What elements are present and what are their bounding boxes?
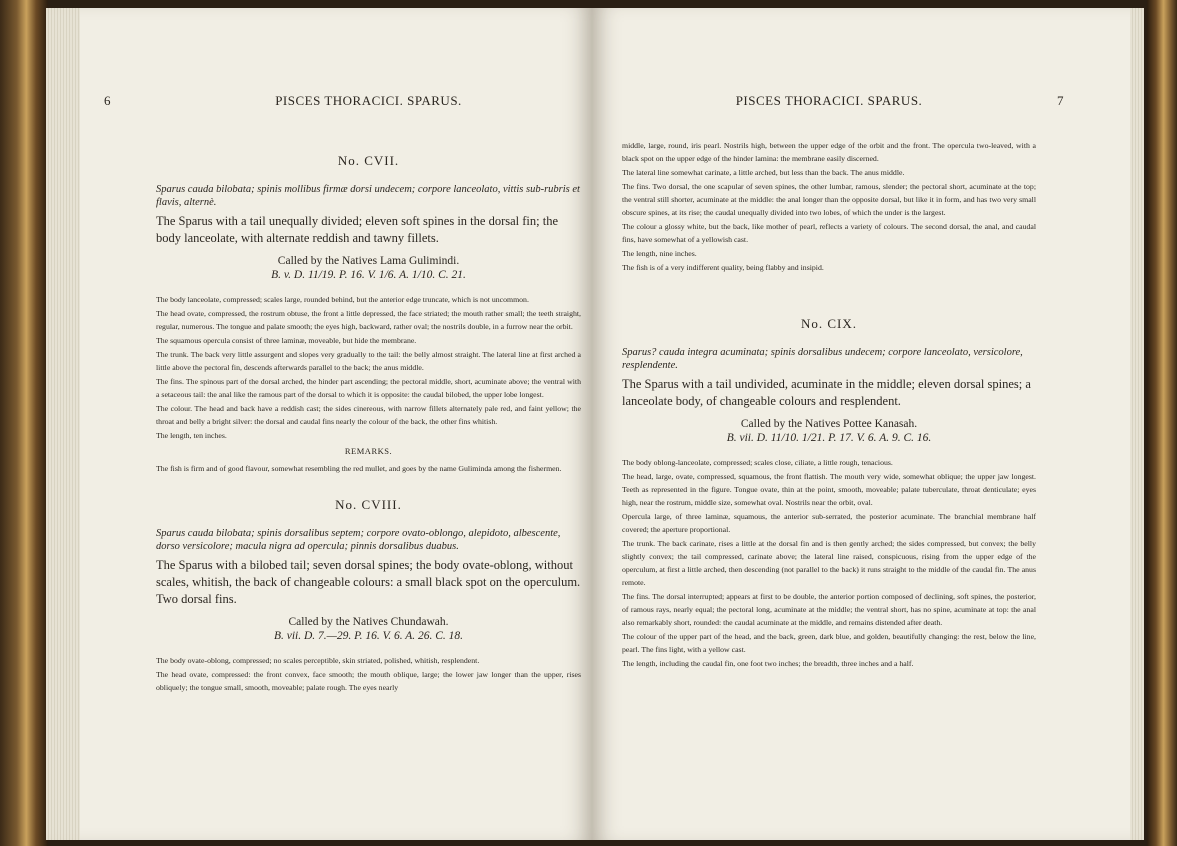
paragraph: The trunk. The back carinate, rises a little at the dorsal fin and is then gently arched; the sides compressed, but convex; the belly slightly convex; the tail compressed, carinate above; the lateral line raised, conspicuous, rising from the upper edge of the operculum, at first a little arched, then descending (not parallel to the back) it runs straight to the middle of the caudal fin. The anus remote. [622,539,1036,587]
fin-formula: B. v. D. 11/19. P. 16. V. 1/6. A. 1/10. C. 21. [271,269,466,281]
native-name: Called by the Natives Pottee Kanasah. [740,418,918,430]
english-description: The Sparus with a tail undivided, acuminate in the middle; eleven dorsal spines; a lanceolate body, of changeable colours and resplendent. [622,377,1031,408]
paragraph: The length, ten inches. [156,431,227,440]
remarks-heading: REMARKS. [344,446,393,456]
page-number-right: 7 [1057,93,1064,108]
paragraph: The lateral line somewhat carinate, a little arched, but less than the back. The anus middle. [622,168,905,177]
continuation-body [622,139,1036,274]
entry-number: No. CIX. [800,316,858,331]
paragraph: The trunk. The back very little assurgent and slopes very gradually to the tail: the belly almost straight. The lateral line at first arched a little above the pectoral fin, descends afterwards parallel to the back; the anus middle. [156,350,581,372]
paragraph: The length, including the caudal fin, one foot two inches; the breadth, three inches and a half. [622,659,914,668]
paragraph: The body ovate-oblong, compressed; no scales perceptible, skin striated, polished, whitish, resplendent. [156,656,480,665]
paragraph: The squamous opercula consist of three laminæ, moveable, but hide the membrane. [156,336,417,345]
entry-cvii [156,153,581,475]
fin-formula: B. vii. D. 11/10. 1/21. P. 17. V. 6. A. 9. C. 16. [726,432,932,444]
paragraph: The fish is of a very indifferent quality, being flabby and insipid. [622,263,824,272]
right-page [592,8,1144,840]
entry-cix [622,316,1036,670]
paragraph: Opercula large, of three laminæ, squamous, the anterior sub-serrated, the posterior acuminate. The branchial membrane half covered; the aperture proportional. [622,512,1036,534]
running-head-left [104,93,581,113]
english-description: The Sparus with a tail unequally divided; eleven soft spines in the dorsal fin; the body lanceolate, with alternate reddish and tawny fillets. [156,214,558,245]
entry-number: No. CVII. [337,153,400,168]
latin-description: Sparus cauda bilobata; spinis mollibus firmæ dorsi undecem; corpore lanceolato, vittis sub-rubris et flavis, alternè. [156,184,580,208]
page-edges-right [1130,8,1144,840]
paragraph: The body lanceolate, compressed; scales large, rounded behind, but the anterior edge truncate, which is not uncommon. [156,295,529,304]
paragraph: The fins. The spinous part of the dorsal arched, the hinder part ascending; the pectoral middle, short, acuminate above; the ventral with a setaceous tail: the anal like the ramous part of the dorsal to which it is opposite: the caudal bilobed, the upper lobe longest. [156,377,581,399]
paragraph: The head, large, ovate, compressed, squamous, the front flattish. The mouth very wide, somewhat oblique; the upper jaw longest. Teeth as represented in the figure. Tongue ovate, thin at the point, smooth, moveable; palate tuberculate, throat denticulate; eyes high, near the rostrum, middle size, somewhat oval. Nostrils near the orbit, oval. [622,472,1036,507]
page-edges-left [46,8,80,840]
native-name: Called by the Natives Lama Gulimindi. [277,255,460,267]
running-head-right [622,93,1064,113]
paragraph: The fins. The dorsal interrupted; appears at first to be double, the anterior portion composed of declining, soft spines, the posterior, of ramous rays, nearly equal; the pectoral long, acuminate at the middle; the ventral short, has no spine, acuminate at top: the anal also remarkably short, rounded: the caudal acuminate at the middle, and remains distended after death. [622,592,1036,627]
description-body [622,456,1036,670]
running-head-text: PISCES THORACICI. SPARUS. [275,93,462,108]
entry-number: No. CVIII. [335,497,402,512]
right-page-content [622,93,1064,671]
paragraph: The colour of the upper part of the head, and the back, green, dark blue, and golden, beautifully changing: the rest, below the line, pearl. The fins light, with a yellow cast. [622,632,1036,654]
remarks-body [156,462,581,475]
description-body [156,293,581,442]
fin-formula: B. vii. D. 7.—29. P. 16. V. 6. A. 26. C. 18. [273,630,464,642]
paragraph: The head ovate, compressed, the rostrum obtuse, the front a little depressed, the face striated; the mouth rather small; the teeth straight, regular, numerous. The tongue and palate smooth; the eyes high, backward, rather oval; the nostrils double, in a furrow near the orbit. [156,309,581,331]
latin-description: Sparus cauda bilobata; spinis dorsalibus septem; corpore ovato-oblongo, alepidoto, albescente, dorso versicolore; macula nigra ad opercula; pinnis dorsalibus duabus. [156,528,561,552]
page-number-left: 6 [104,93,111,108]
latin-description: Sparus? cauda integra acuminata; spinis dorsalibus undecem; corpore lanceolato, versicolore, resplendente. [622,347,1023,371]
book-binding-right [1147,0,1177,846]
paragraph: The body oblong-lanceolate, compressed; scales close, ciliate, a little rough, tenacious. [622,458,893,467]
entry-cviii [156,497,581,694]
left-page [46,8,592,840]
paragraph: middle, large, round, iris pearl. Nostrils high, between the upper edge of the orbit and the front. The opercula two-leaved, with a black spot on the upper edge of the hinder lamina: the membrane easily discerned. [622,141,1036,163]
book-binding-left [0,0,48,846]
description-body [156,654,581,694]
paragraph: The head ovate, compressed: the front convex, face smooth; the mouth oblique, large; the lower jaw longer than the upper, rises obliquely; the tongue small, smooth, moveable; palate rough. The eyes nearly [156,670,581,692]
paragraph: The length, nine inches. [622,249,697,258]
left-page-content [104,93,581,695]
running-head-text: PISCES THORACICI. SPARUS. [735,93,923,108]
paragraph: The colour a glossy white, but the back, like mother of pearl, reflects a variety of colours. The second dorsal, the anal, and caudal fins, have somewhat of a yellowish cast. [622,222,1036,244]
paragraph: The colour. The head and back have a reddish cast; the sides cinereous, with narrow fillets alternately pale red, and faint yellow; the throat and belly a bright silver: the dorsal and caudal fins nearly the colour of the back, the other fins whitish. [156,404,581,426]
native-name: Called by the Natives Chundawah. [288,616,449,628]
paragraph: The fins. Two dorsal, the one scapular of seven spines, the other lumbar, ramous, slender; the pectoral short, acuminate at the top; the ventral still shorter, acuminate at the middle: the anal longer than the opposite dorsal, but like it in form, and has two very small obscure spines, at its rise; the caudal unequally divided into two lobes, of which the under is the largest. [622,182,1036,217]
paragraph: The fish is firm and of good flavour, somewhat resembling the red mullet, and goes by the name Guliminda among the fishermen. [156,464,562,473]
english-description: The Sparus with a bilobed tail; seven dorsal spines; the body ovate-oblong, without scales, whitish, the back of changeable colours: a small black spot on the operculum. Two dorsal fins. [156,558,581,606]
